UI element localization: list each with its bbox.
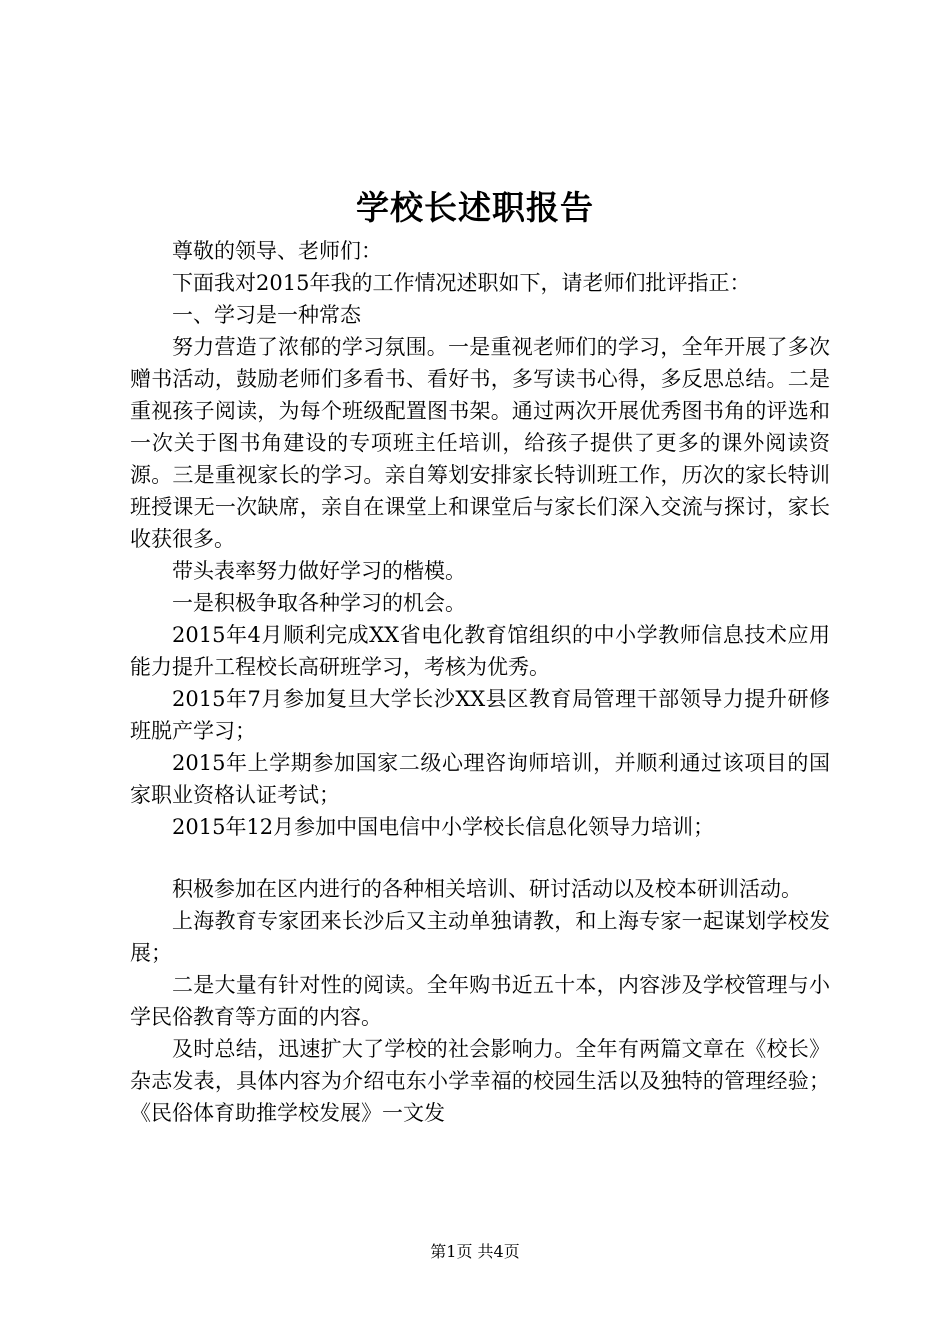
paragraph: 一是积极争取各种学习的机会。 [172,591,466,615]
paragraph: 2015年12月参加中国电信中小学校长信息化领导力培训； [172,815,715,839]
paragraph-spacer [130,843,830,873]
page-number-footer: 第1页 共4页 [430,1242,520,1261]
paragraph: 二是大量有针对性的阅读。全年购书近五十本，内容涉及学校管理与小学民俗教育等方面的内容。 [130,973,830,1029]
paragraph-intro: 下面我对2015年我的工作情况述职如下，请老师们批评指正： [172,271,751,295]
paragraph: 带头表率努力做好学习的楷模。 [172,559,466,583]
document-body [130,235,830,1129]
paragraph: 上海教育专家团来长沙后又主动单独请教，和上海专家一起谋划学校发展； [130,909,830,965]
paragraph: 2015年上学期参加国家二级心理咨询师培训，并顺利通过该项目的国家职业资格认证考试； [130,751,830,807]
paragraph: 2015年4月顺利完成XX省电化教育馆组织的中小学教师信息技术应用能力提升工程校长高研班学习，考核为优秀。 [130,623,830,679]
section-heading: 一、学习是一种常态 [172,303,361,327]
paragraph-greeting: 尊敬的领导、老师们： [172,239,382,263]
paragraph: 努力营造了浓郁的学习氛围。一是重视老师们的学习，全年开展了多次赠书活动，鼓励老师们多看书、看好书，多写读书心得，多反思总结。二是重视孩子阅读，为每个班级配置图书架。通过两次开展优秀图书角的评选和一次关于图书角建设的专项班主任培训，给孩子提供了更多的课外阅读资源。三是重视家长的学习。亲自筹划安排家长特训班工作，历次的家长特训班授课无一次缺席，亲自在课堂上和课堂后与家长们深入交流与探讨，家长收获很多。 [130,335,830,551]
document-title: 学校长述职报告 [356,188,594,227]
paragraph: 积极参加在区内进行的各种相关培训、研讨活动以及校本研训活动。 [172,877,802,901]
paragraph: 及时总结，迅速扩大了学校的社会影响力。全年有两篇文章在《校长》杂志发表，具体内容为介绍屯东小学幸福的校园生活以及独特的管理经验；《民俗体育助推学校发展》一文发 [130,1037,830,1125]
paragraph: 2015年7月参加复旦大学长沙XX县区教育局管理干部领导力提升研修班脱产学习； [130,687,830,743]
